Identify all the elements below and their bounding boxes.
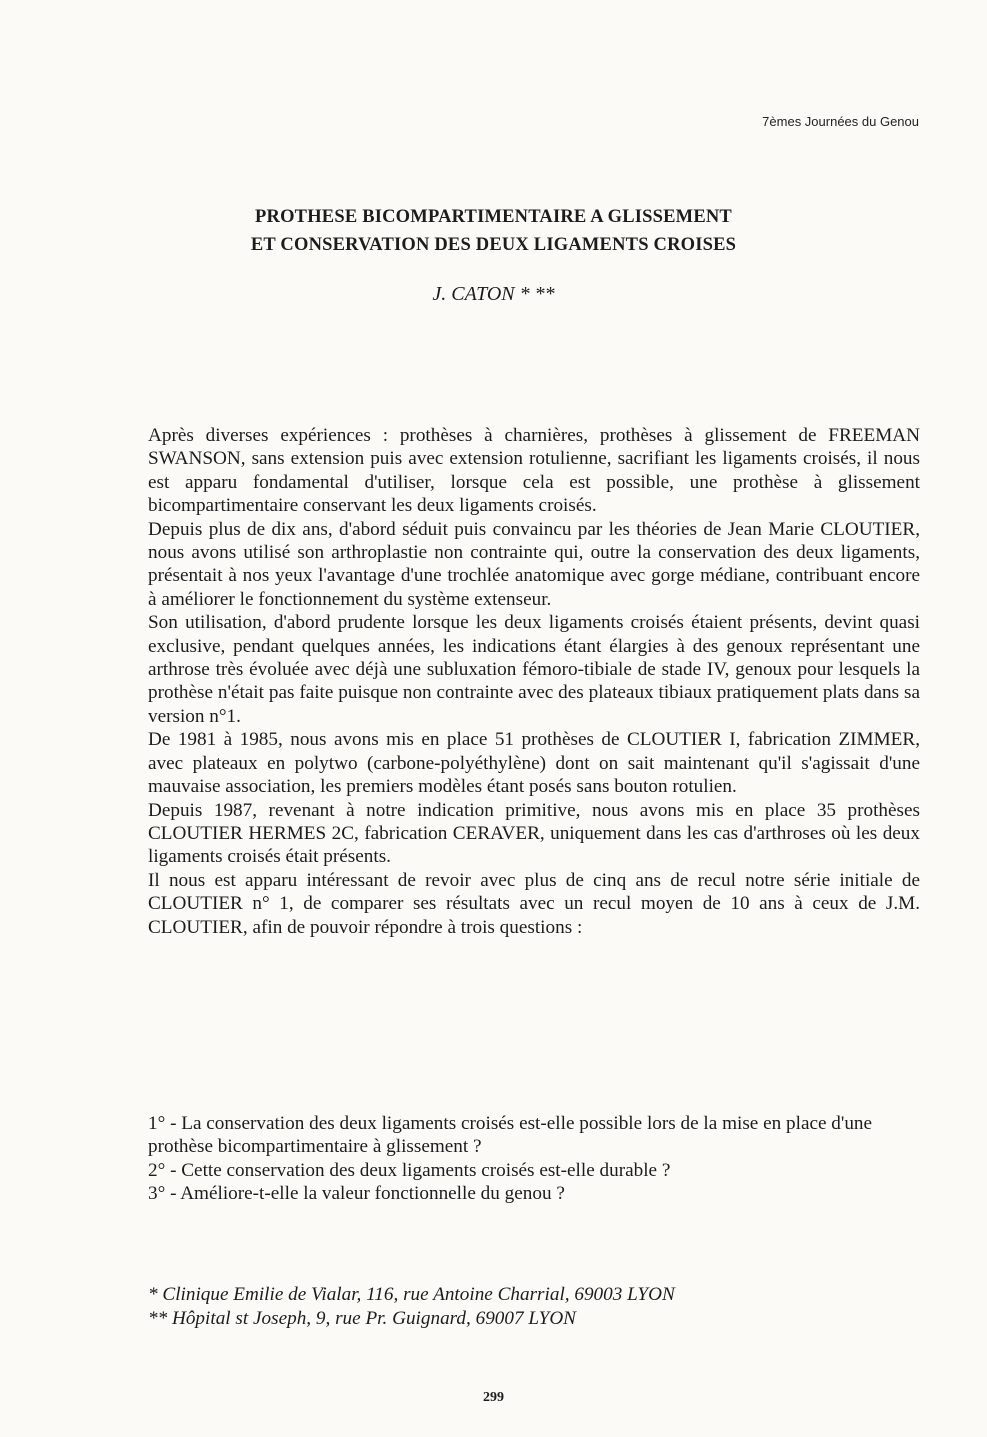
paragraph: Après diverses expériences : prothèses à charnières, prothèses à glissement de FREEMAN SWANSON, sans extension puis avec extension rotulienne, sacrifiant les ligaments croisés, il nous est apparu fondamental d'utiliser, lorsque cela est possible, une prothèse à glissement bicompartimentaire conservant les deux ligaments croisés. <box>148 425 920 517</box>
title-line-2: ET CONSERVATION DES DEUX LIGAMENTS CROISES <box>250 235 737 255</box>
question-list <box>148 1112 920 1206</box>
affiliations <box>148 1283 920 1331</box>
author: J. CATON * ** <box>432 283 555 305</box>
title-line-1: PROTHESE BICOMPARTIMENTAIRE A GLISSEMENT <box>255 207 732 227</box>
question-item: 1° - La conservation des deux ligaments croisés est-elle possible lors de la mise en place d'une prothèse bicompartimentaire à glissement ? <box>148 1113 873 1158</box>
paragraph: Son utilisation, d'abord prudente lorsque les deux ligaments croisés étaient présents, devint quasi exclusive, pendant quelques années, les indications étant élargies à des genoux représentant une arthrose très évoluée avec déjà une subluxation fémoro-tibiale de stade IV, genoux pour lesquels la prothèse n'était pas faite puisque non contrainte avec des plateaux tibiaux pratiquement plats dans sa version n°1. <box>148 612 920 727</box>
question-item: 2° - Cette conservation des deux ligaments croisés est-elle durable ? <box>148 1159 671 1181</box>
affiliation-item: * Clinique Emilie de Vialar, 116, rue Antoine Charrial, 69003 LYON <box>148 1284 675 1305</box>
paragraph: Depuis 1987, revenant à notre indication primitive, nous avons mis en place 35 prothèses CLOUTIER HERMES 2C, fabrication CERAVER, uniquement dans les cas d'arthroses où les deux ligaments croisés était présents. <box>148 799 920 868</box>
body-text <box>148 424 920 939</box>
running-header: 7èmes Journées du Genou <box>762 114 919 129</box>
affiliation-item: ** Hôpital st Joseph, 9, rue Pr. Guignard, 69007 LYON <box>148 1308 576 1329</box>
title-block <box>0 203 987 259</box>
paragraph: De 1981 à 1985, nous avons mis en place 51 prothèses de CLOUTIER I, fabrication ZIMMER, avec plateaux en polytwo (carbone-polyéthylène) dont on sait maintenant qu'il s'agissait d'une mauvaise association, les premiers modèles étant posés sans bouton rotulien. <box>148 729 920 798</box>
paragraph: Il nous est apparu intéressant de revoir avec plus de cinq ans de recul notre série initiale de CLOUTIER n° 1, de comparer ses résultats avec un recul moyen de 10 ans à ceux de J.M. CLOUTIER, afin de pouvoir répondre à trois questions : <box>148 869 920 938</box>
paragraph: Depuis plus de dix ans, d'abord séduit puis convaincu par les théories de Jean Marie CLOUTIER, nous avons utilisé son arthroplastie non contrainte qui, outre la conservation des deux ligaments, présentait à nos yeux l'avantage d'une trochlée anatomique avec gorge médiane, contribuant encore à améliorer le fonctionnement du système extenseur. <box>148 518 920 610</box>
question-item: 3° - Améliore-t-elle la valeur fonctionnelle du genou ? <box>148 1183 565 1205</box>
page-number: 299 <box>483 1390 504 1405</box>
